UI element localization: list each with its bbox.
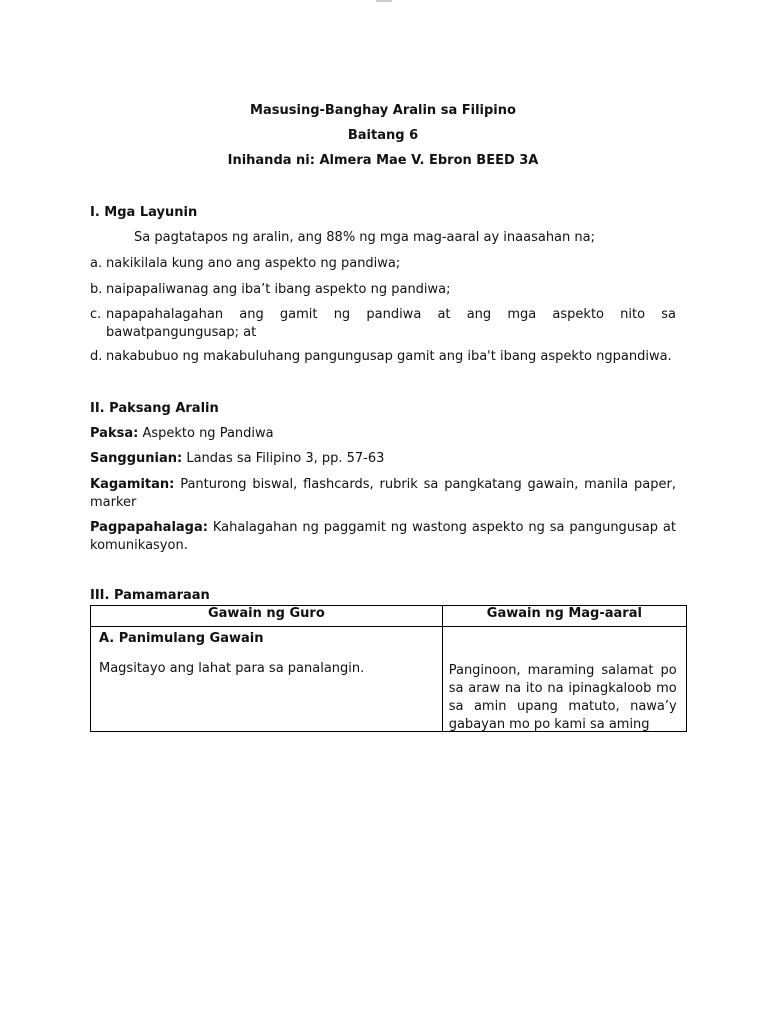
objective-item: [90, 281, 676, 299]
header-magaaral: Gawain ng Mag-aaral: [442, 606, 686, 627]
page-top-mark: [376, 0, 392, 2]
pagpapahalaga-value: Kahalagahan ng paggamit ng wastong aspekto ng sa pangungusap at komunikasyon.: [90, 520, 676, 553]
document-title: Masusing-Banghay Aralin sa Filipino: [250, 103, 516, 118]
objective-item: [90, 306, 676, 342]
objectives-intro: Sa pagtatapos ng aralin, ang 88% ng mga mag-aaral ay inaasahan na;: [134, 230, 595, 245]
objective-text: napapahalagahan ang gamit ng pandiwa at ang mga aspekto nito sa bawatpangungusap; at: [106, 307, 676, 340]
objective-item: [90, 348, 676, 366]
paksa-line: [90, 425, 676, 443]
panimulang-gawain-heading: A. Panimulang Gawain: [99, 631, 264, 646]
kagamitan-label: Kagamitan:: [90, 477, 175, 492]
sanggunian-value: Landas sa Filipino 3, pp. 57-63: [182, 451, 385, 466]
table-header-row: [91, 606, 687, 627]
cell-magaaral: [442, 627, 686, 732]
section-subject-title: II. Paksang Aralin: [90, 401, 219, 416]
magaaral-prayer: Panginoon, maraming salamat po sa araw na ito na ipinagkaloob mo sa amin upang matuto, nawa’y gabayan mo po kami sa aming: [448, 663, 677, 732]
sanggunian-label: Sanggunian:: [90, 451, 183, 466]
pagpapahalaga-label: Pagpapahalaga:: [90, 520, 208, 535]
objective-marker: d.: [90, 349, 103, 364]
pagpapahalaga-line: [90, 519, 676, 555]
sanggunian-line: [90, 450, 676, 468]
paksa-value: Aspekto ng Pandiwa: [138, 426, 274, 441]
objective-marker: c.: [90, 307, 102, 322]
objective-marker: b.: [90, 282, 103, 297]
objective-item: [90, 255, 676, 273]
kagamitan-value: Panturong biswal, flashcards, rubrik sa pangkatang gawain, manila paper, marker: [90, 477, 676, 510]
section-objectives-title: I. Mga Layunin: [90, 205, 198, 220]
objective-text: nakabubuo ng makabuluhang pangungusap gamit ang iba't ibang aspekto ngpandiwa.: [106, 349, 672, 364]
objective-text: nakikilala kung ano ang aspekto ng pandiwa;: [106, 256, 401, 271]
section-procedure-title: III. Pamamaraan: [90, 588, 210, 603]
paksa-label: Paksa:: [90, 426, 139, 441]
grade-level: Baitang 6: [347, 128, 419, 143]
objective-text: naipapaliwanag ang iba’t ibang aspekto ng pandiwa;: [106, 282, 451, 297]
table-row: [91, 627, 687, 732]
guro-instruction: Magsitayo ang lahat para sa panalangin.: [99, 661, 365, 676]
cell-guro: [91, 627, 443, 732]
header-guro: Gawain ng Guro: [91, 606, 443, 627]
procedure-table: [90, 605, 687, 732]
objective-marker: a.: [90, 256, 103, 271]
kagamitan-line: [90, 476, 676, 512]
prepared-by: Inihanda ni: Almera Mae V. Ebron BEED 3A: [227, 153, 539, 168]
